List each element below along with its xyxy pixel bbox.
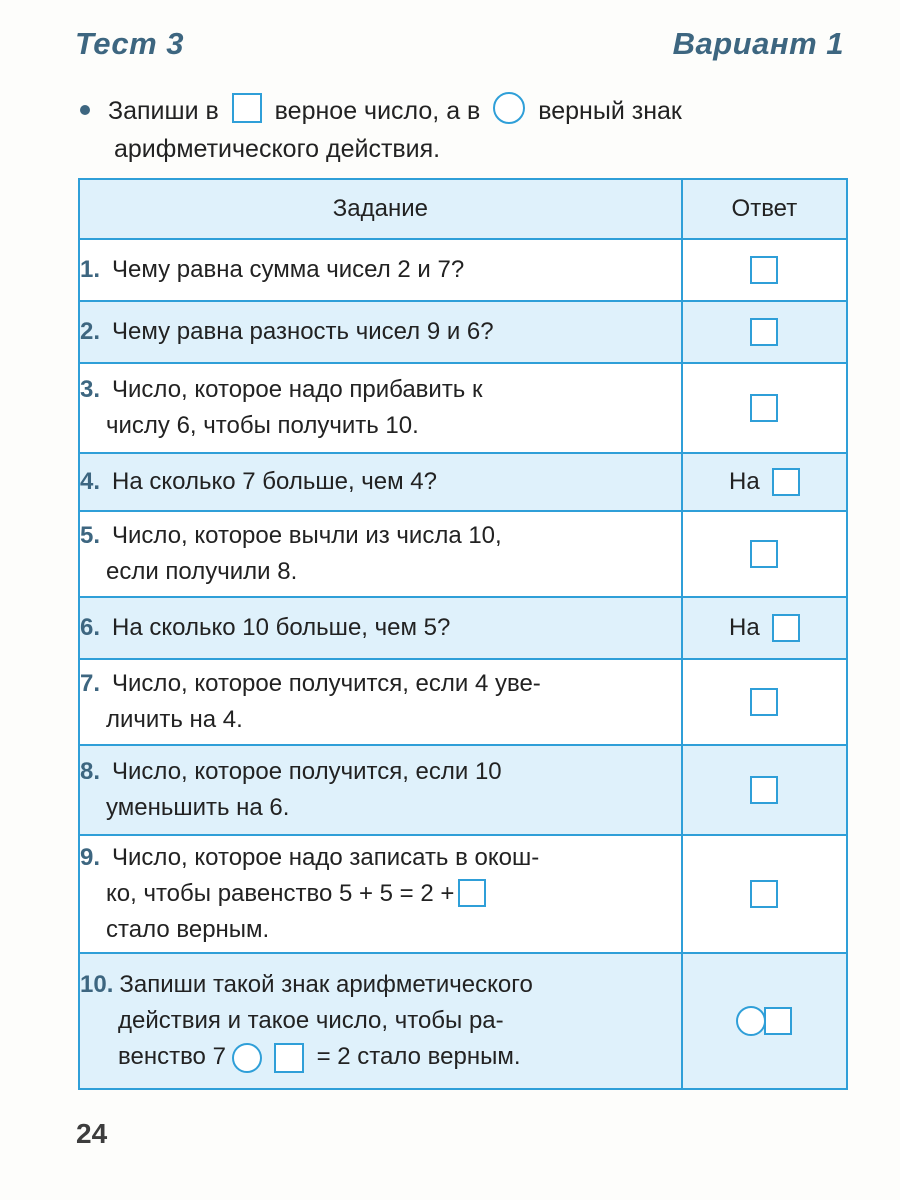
table-row bbox=[79, 301, 847, 363]
task-number: 6. bbox=[80, 614, 101, 641]
answer-prefix: На bbox=[729, 467, 760, 495]
table-row bbox=[79, 953, 847, 1089]
task-number: 9. bbox=[80, 844, 101, 871]
task-text bbox=[79, 301, 682, 363]
answer-box[interactable] bbox=[750, 318, 778, 346]
instruction-part2: верное число, а в bbox=[274, 97, 481, 125]
equation-box bbox=[274, 1043, 304, 1073]
answer-cell bbox=[682, 511, 847, 597]
answer-cell bbox=[682, 239, 847, 301]
table-row bbox=[79, 659, 847, 745]
task-line: Число, которое получится, если 10 bbox=[112, 758, 502, 785]
task-line: уменьшить на 6. bbox=[106, 794, 290, 821]
answer-prefix: На bbox=[729, 613, 760, 641]
answer-box[interactable] bbox=[750, 776, 778, 804]
task-number: 7. bbox=[80, 670, 101, 697]
answer-cell bbox=[682, 301, 847, 363]
answer-cell bbox=[682, 453, 847, 511]
task-number: 3. bbox=[80, 376, 101, 403]
task-text bbox=[79, 835, 682, 953]
equation-circle bbox=[232, 1043, 262, 1073]
task-text bbox=[79, 745, 682, 835]
answer-box[interactable] bbox=[772, 614, 800, 642]
answer-box[interactable] bbox=[750, 394, 778, 422]
instruction-part1: Запиши в bbox=[108, 97, 219, 125]
task-number: 1. bbox=[80, 256, 101, 283]
answer-cell bbox=[682, 835, 847, 953]
column-header-answer: Ответ bbox=[682, 179, 847, 239]
answer-box[interactable] bbox=[772, 468, 800, 496]
task-line: Запиши такой знак арифметического bbox=[119, 971, 533, 998]
answer-box[interactable] bbox=[750, 540, 778, 568]
answer-box[interactable] bbox=[764, 1007, 792, 1035]
equation-box bbox=[458, 879, 486, 907]
equation-text: ко, чтобы равенство 5 + 5 = 2 + bbox=[106, 880, 455, 907]
instruction bbox=[80, 92, 850, 168]
answer-cell bbox=[682, 659, 847, 745]
task-text bbox=[79, 239, 682, 301]
task-text bbox=[79, 511, 682, 597]
answer-cell bbox=[682, 363, 847, 453]
task-line: Чему равна сумма чисел 2 и 7? bbox=[112, 256, 465, 283]
task-line: Чему равна разность чисел 9 и 6? bbox=[112, 318, 494, 345]
equation-text: = 2 стало верным. bbox=[316, 1043, 521, 1070]
sign-circle-icon bbox=[493, 92, 525, 124]
number-box-icon bbox=[232, 93, 262, 123]
task-text bbox=[79, 453, 682, 511]
tasks-table bbox=[78, 178, 848, 1090]
table-row bbox=[79, 745, 847, 835]
task-number: 4. bbox=[80, 468, 101, 495]
task-number: 2. bbox=[80, 318, 101, 345]
task-line: Число, которое получится, если 4 уве- bbox=[112, 670, 541, 697]
answer-circle[interactable] bbox=[736, 1006, 766, 1036]
table-header bbox=[79, 179, 847, 239]
answer-cell bbox=[682, 745, 847, 835]
task-number: 10. bbox=[80, 971, 114, 998]
task-line: Число, которое вычли из числа 10, bbox=[112, 522, 502, 549]
equation-text: венство 7 bbox=[118, 1043, 226, 1070]
task-number: 5. bbox=[80, 522, 101, 549]
answer-box[interactable] bbox=[750, 256, 778, 284]
task-line: На сколько 7 больше, чем 4? bbox=[112, 468, 437, 495]
table-row bbox=[79, 363, 847, 453]
page-number: 24 bbox=[76, 1118, 108, 1149]
answer-box[interactable] bbox=[750, 880, 778, 908]
variant-title: Вариант 1 bbox=[672, 26, 844, 61]
table-row bbox=[79, 453, 847, 511]
instruction-part3: верный знак bbox=[538, 97, 682, 125]
task-line bbox=[80, 1039, 681, 1075]
task-text bbox=[79, 597, 682, 659]
table-row bbox=[79, 239, 847, 301]
task-line: Число, которое надо прибавить к bbox=[112, 376, 483, 403]
task-line: Число, которое надо записать в окош- bbox=[112, 844, 540, 871]
table-row bbox=[79, 511, 847, 597]
instruction-line2: арифметического действия. bbox=[114, 135, 441, 163]
task-line: личить на 4. bbox=[106, 706, 243, 733]
task-number: 8. bbox=[80, 758, 101, 785]
answer-cell bbox=[682, 597, 847, 659]
task-line: стало верным. bbox=[106, 916, 270, 943]
task-line: действия и такое число, чтобы ра- bbox=[118, 1007, 504, 1034]
table-row bbox=[79, 597, 847, 659]
test-title: Тест 3 bbox=[75, 26, 185, 61]
task-line: На сколько 10 больше, чем 5? bbox=[112, 614, 451, 641]
task-text bbox=[79, 363, 682, 453]
answer-box[interactable] bbox=[750, 688, 778, 716]
answer-cell bbox=[682, 953, 847, 1089]
table-row bbox=[79, 835, 847, 953]
task-text bbox=[79, 953, 682, 1089]
task-text bbox=[79, 659, 682, 745]
task-line bbox=[80, 876, 681, 912]
task-line: если получили 8. bbox=[106, 558, 298, 585]
task-line: числу 6, чтобы получить 10. bbox=[106, 412, 419, 439]
bullet-icon bbox=[80, 105, 90, 115]
column-header-task: Задание bbox=[79, 179, 682, 239]
